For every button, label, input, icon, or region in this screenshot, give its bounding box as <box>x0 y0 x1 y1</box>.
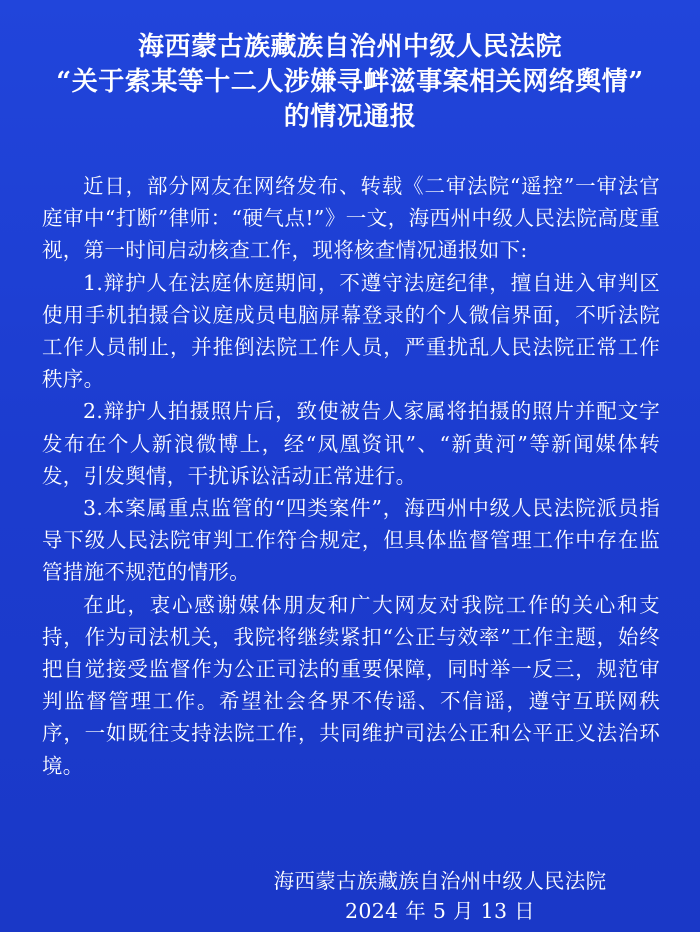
issuer-name: 海西蒙古族藏族自治州中级人民法院 <box>273 869 607 893</box>
signature-block <box>240 866 640 926</box>
paragraph-finding-2: 2.辩护人拍摄照片后，致使被告人家属将拍摄的照片并配文字发布在个人新浪微博上，经“凤凰资讯”、“新黄河”等新闻媒体转发，引发舆情，干扰诉讼活动正常进行。 <box>42 399 660 488</box>
paragraph-finding-1: 1.辩护人在法庭休庭期间，不遵守法庭纪律，擅自进入审判区使用手机拍摄合议庭成员电脑屏幕登录的个人微信界面，不听法院工作人员制止，并推倒法院工作人员，严重扰乱人民法院正常工作秩序。 <box>42 270 660 392</box>
document-body <box>42 170 660 782</box>
paragraph-closing: 在此，衷心感谢媒体朋友和广大网友对我院工作的关心和支持，作为司法机关，我院将继续紧扣“公正与效率”工作主题，始终把自觉接受监督作为公正司法的重要保障，同时举一反三，规范审判监督管理工作。希望社会各界不传谣、不信谣，遵守互联网秩序，一如既往支持法院工作，共同维护司法公正和公平正义法治环境。 <box>42 592 660 778</box>
paragraph-finding-3: 3.本案属重点监管的“四类案件”，海西州中级人民法院派员指导下级人民法院审判工作符合规定，但具体监督管理工作中存在监管措施不规范的情形。 <box>42 496 660 585</box>
document-title <box>40 30 660 135</box>
paragraph-intro: 近日，部分网友在网络发布、转载《二审法院“遥控”一审法官庭审中“打断”律师：“硬气点!”》一文，海西州中级人民法院高度重视，第一时间启动核查工作，现将核查情况通报如下: <box>42 174 660 263</box>
title-line-notice: 的情况通报 <box>283 102 417 132</box>
title-line-court-name: 海西蒙古族藏族自治州中级人民法院 <box>137 32 562 62</box>
issue-date: 2024 年 5 月 13 日 <box>345 899 535 923</box>
title-line-subject: “关于索某等十二人涉嫌寻衅滋事案相关网络舆情” <box>56 67 644 97</box>
